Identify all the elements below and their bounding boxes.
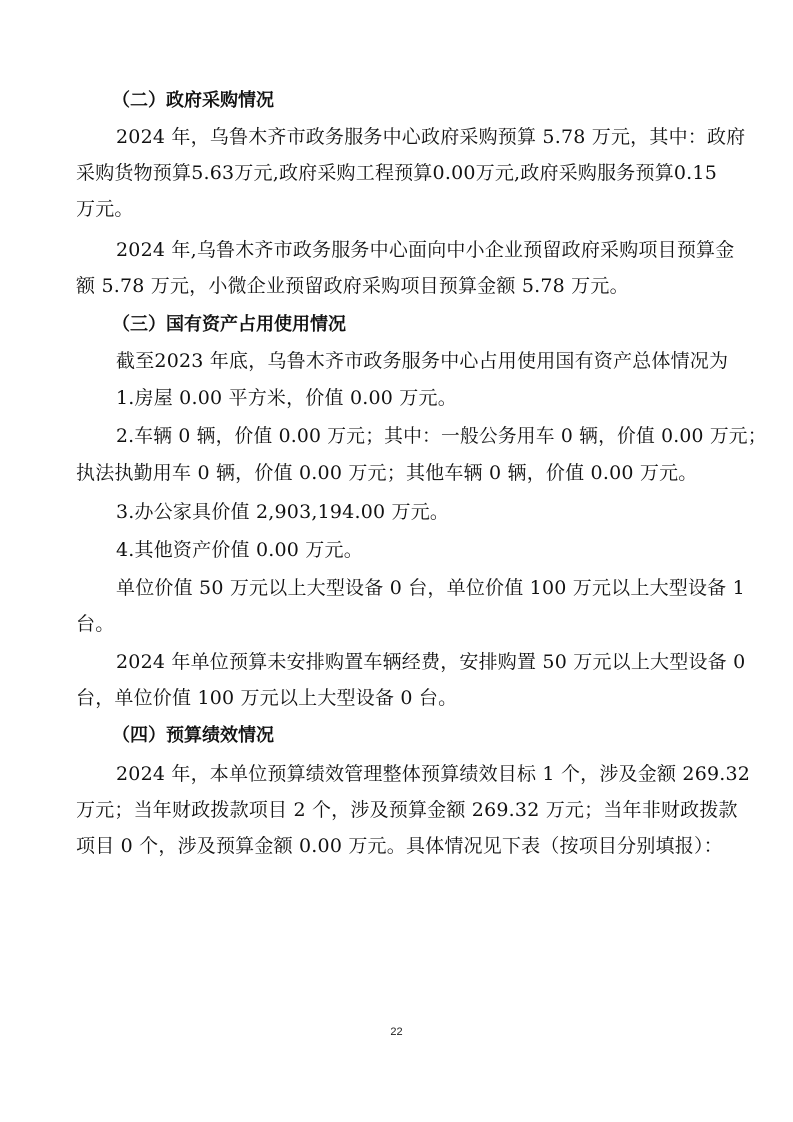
paragraph-line: 4.其他资产价值 0.00 万元。 (116, 539, 363, 561)
paragraph-line: 项目 0 个，涉及预算金额 0.00 万元。具体情况见下表（按项目分别填报）： (76, 835, 723, 857)
paragraph-line: 单位价值 50 万元以上大型设备 0 台，单位价值 100 万元以上大型设备 1 (116, 577, 745, 599)
paragraph-line: 执法执勤用车 0 辆，价值 0.00 万元；其他车辆 0 辆，价值 0.00 万元。 (76, 462, 698, 484)
paragraph-line: 万元；当年财政拨款项目 2 个，涉及预算金额 269.32 万元；当年非财政拨款 (76, 799, 738, 821)
page-number: 22 (390, 1026, 403, 1038)
paragraph-line: 2024 年,乌鲁木齐市政务服务中心面向中小企业预留政府采购项目预算金 (116, 239, 735, 261)
paragraph-line: 万元。 (76, 198, 134, 220)
paragraph-line: 3.办公家具价值 2,903,194.00 万元。 (116, 501, 450, 523)
paragraph-line: 台。 (76, 613, 115, 635)
section-heading-performance: （四）预算绩效情况 (112, 725, 274, 746)
section-heading-assets: （三）国有资产占用使用情况 (112, 314, 346, 335)
section-heading-procurement: （二）政府采购情况 (112, 90, 274, 111)
paragraph-line: 2024 年单位预算未安排购置车辆经费，安排购置 50 万元以上大型设备 0 (116, 651, 746, 673)
paragraph-line: 2024 年，本单位预算绩效管理整体预算绩效目标 1 个，涉及金额 269.32 (116, 763, 751, 785)
paragraph-line: 2024 年，乌鲁木齐市政务服务中心政府采购预算 5.78 万元，其中：政府 (116, 126, 746, 148)
paragraph-line: 额 5.78 万元，小微企业预留政府采购项目预算金额 5.78 万元。 (76, 275, 629, 297)
paragraph-line: 2.车辆 0 辆，价值 0.00 万元；其中：一般公务用车 0 辆，价值 0.00 万元； (116, 426, 767, 447)
paragraph-line: 1.房屋 0.00 平方米，价值 0.00 万元。 (116, 387, 457, 409)
paragraph-line: 截至2023 年底，乌鲁木齐市政务服务中心占用使用国有资产总体情况为 (116, 350, 729, 372)
paragraph-line: 台，单位价值 100 万元以上大型设备 0 台。 (76, 687, 458, 709)
paragraph-line: 采购货物预算5.63万元,政府采购工程预算0.00万元,政府采购服务预算0.15 (76, 162, 717, 184)
